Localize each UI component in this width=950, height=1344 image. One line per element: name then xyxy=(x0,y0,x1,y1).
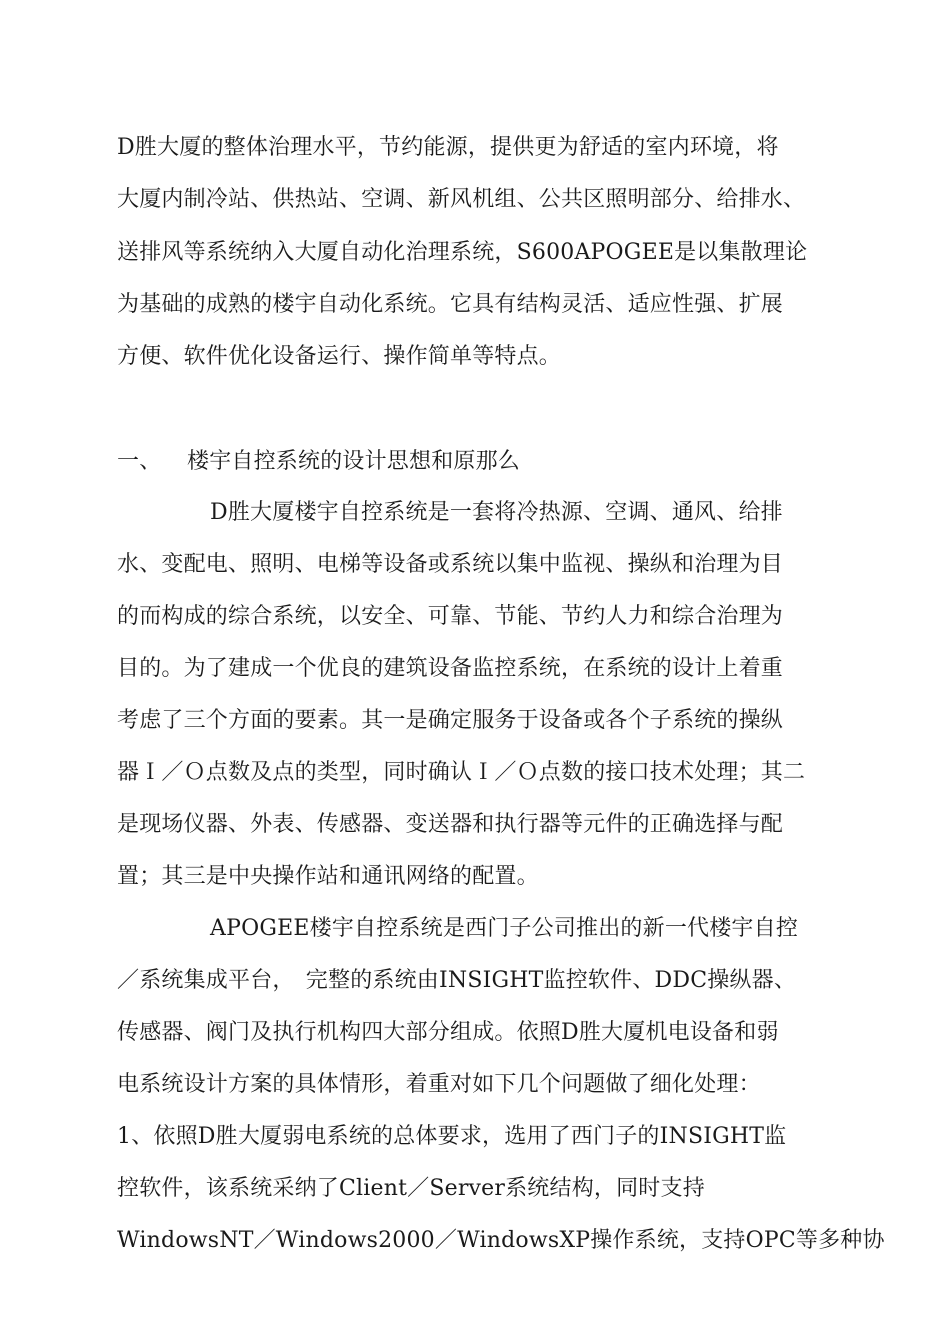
paragraph-1-line-4: 为基础的成熟的楼宇自动化系统。它具有结构灵活、适应性强、扩展 xyxy=(117,292,784,317)
section-heading-text: 楼宇自控系统的设计思想和原那么 xyxy=(187,449,521,474)
paragraph-1-line-3: 送排风等系统纳入大厦自动化治理系统，S600APOGEE是以集散理论 xyxy=(117,240,808,265)
paragraph-1-line-2: 大厦内制冷站、供热站、空调、新风机组、公共区照明部分、给排水、 xyxy=(117,187,806,212)
paragraph-1-line-5: 方便、软件优化设备运行、操作简单等特点。 xyxy=(117,344,562,369)
paragraph-2-line-4: 目的。为了建成一个优良的建筑设备监控系统，在系统的设计上着重 xyxy=(117,656,784,681)
paragraph-2-line-6: 器Ｉ／Ｏ点数及点的类型，同时确认Ｉ／Ｏ点数的接口技术处理；其二 xyxy=(117,760,806,785)
paragraph-3-line-3: 传感器、阀门及执行机构四大部分组成。依照D胜大厦机电设备和弱 xyxy=(117,1020,779,1045)
paragraph-1-line-1: D胜大厦的整体治理水平，节约能源，提供更为舒适的室内环境，将 xyxy=(117,135,779,160)
paragraph-2-line-7: 是现场仪器、外表、传感器、变送器和执行器等元件的正确选择与配 xyxy=(117,812,784,837)
paragraph-2-line-1: D胜大厦楼宇自控系统是一套将冷热源、空调、通风、给排 xyxy=(210,500,783,525)
item-1-line-1: 1、依照D胜大厦弱电系统的总体要求，选用了西门子的INSIGHT监 xyxy=(117,1124,787,1149)
paragraph-3-line-1: APOGEE楼宇自控系统是西门子公司推出的新一代楼宇自控 xyxy=(210,916,799,941)
paragraph-3-line-2: ／系统集成平台， 完整的系统由INSIGHT监控软件、DDC操纵器、 xyxy=(117,968,797,993)
paragraph-2-line-3: 的而构成的综合系统，以安全、可靠、节能、节约人力和综合治理为 xyxy=(117,604,784,629)
section-heading-number: 一、 xyxy=(117,449,162,474)
paragraph-2-line-8: 置；其三是中央操作站和通讯网络的配置。 xyxy=(117,864,539,889)
item-1-line-3: WindowsNT／Windows2000／WindowsXP操作系统，支持OPC等多种协 xyxy=(117,1228,885,1253)
item-1-line-2: 控软件，该系统采纳了Client／Server系统结构，同时支持 xyxy=(117,1176,705,1201)
paragraph-3-line-4: 电系统设计方案的具体情形，着重对如下几个问题做了细化处理： xyxy=(117,1072,761,1097)
paragraph-2-line-2: 水、变配电、照明、电梯等设备或系统以集中监视、操纵和治理为目 xyxy=(117,552,784,577)
paragraph-2-line-5: 考虑了三个方面的要素。其一是确定服务于设备或各个子系统的操纵 xyxy=(117,708,784,733)
